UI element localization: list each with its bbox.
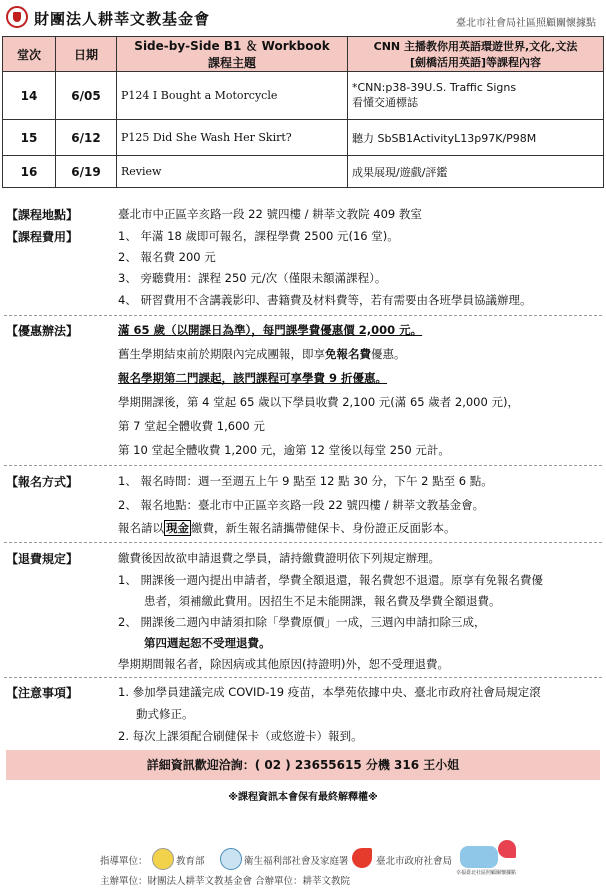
refund-line: 患者，須補繳此費用。因招生不足未能開課，報名費及學費全額退費。 <box>144 594 501 608</box>
header-right-text: 臺北市社會局社區照顧關懷據點 <box>456 18 596 29</box>
row-topic: P125 Did She Wash Her Skirt? <box>117 120 348 156</box>
contact-banner: 詳細資訊歡迎洽詢：( 02 ) 23655615 分機 316 王小姐 <box>6 750 600 780</box>
row-cnn: *CNN:p38-39U.S. Traffic Signs 看懂交通標誌 <box>348 72 604 120</box>
moe-logo-icon <box>152 848 174 870</box>
taipei-city-logo-icon <box>352 848 372 868</box>
refund-line: 第四週起恕不受理退費。 <box>144 636 271 650</box>
fees-item: 2、 報名費 200 元 <box>118 250 216 264</box>
fees-item: 3、 旁聽費用：課程 250 元/次（僅限未額滿課程）。 <box>118 271 387 285</box>
row-date: 6/12 <box>56 120 117 156</box>
course-table <box>2 36 604 188</box>
col-header-no: 堂次 <box>3 37 56 72</box>
heart-icon <box>498 840 516 858</box>
discount-label: 【優惠辦法】 <box>6 324 79 338</box>
row-date: 6/05 <box>56 72 117 120</box>
register-time: 1、 報名時間：週一至週五上午 9 點至 12 點 30 分，下午 2 點至 6 點。 <box>118 474 493 488</box>
foundation-logo-icon <box>6 6 28 28</box>
row-cnn: 成果展現/遊戲/評鑑 <box>348 156 604 188</box>
fees-item: 4、 研習費用不含講義影印、書籍費及材料費等，若有需要由各班學員協議辦理。 <box>118 293 532 307</box>
notes-line: 動式修正。 <box>136 707 194 721</box>
row-no: 14 <box>3 72 56 120</box>
discount-second-course: 報名學期第二門課起，該門課程可享學費 9 折優惠。 <box>118 371 388 385</box>
footer-guide-mohw: 衛生福利部社會及家庭署 <box>244 856 349 867</box>
register-label: 【報名方式】 <box>6 475 79 489</box>
refund-line: 1、 開課後一週內提出申請者，學費全額退還，報名費恕不退還。原享有免報名費優 <box>118 573 543 587</box>
footer-badge-text: 幸福臺北社區照顧關懷據點 <box>456 870 517 876</box>
refund-label: 【退費規定】 <box>6 552 79 566</box>
discount-line: 第 7 堂起全體收費 1,600 元 <box>118 419 265 433</box>
row-no: 15 <box>3 120 56 156</box>
mohw-logo-icon <box>220 848 242 870</box>
footer-organizer: 主辦單位：財團法人耕莘文教基金會 合辦單位：耕莘文教院 <box>100 876 351 887</box>
row-cnn: 聽力 SbSB1ActivityL13p97K/P98M <box>348 120 604 156</box>
row-topic: Review <box>117 156 348 188</box>
rights-note: ※課程資訊本會保有最終解釋權※ <box>228 792 378 803</box>
page-header <box>0 0 606 36</box>
notes-line: 1. 參加學員建議完成 COVID-19 疫苗，本學苑依據中央、臺北市政府社會局規定滾 <box>118 685 541 699</box>
care-badge-logo-icon <box>460 846 498 868</box>
table-row <box>3 120 604 156</box>
fees-item: 1、 年滿 18 歲即可報名，課程學費 2500 元(16 堂)。 <box>118 229 399 243</box>
register-payment: 報名請以 現金 繳費，新生報名請攜帶健保卡、身份證正反面影本。 <box>118 521 456 535</box>
footer-guide-label: 指導單位： <box>100 856 148 867</box>
discount-group: 舊生學期結束前於期限內完成團報，即享免報名費優惠。 <box>118 347 406 361</box>
table-row <box>3 156 604 188</box>
refund-line: 學期期間報名者，除因病或其他原因(持證明)外，恕不受理退費。 <box>118 657 449 671</box>
discount-line: 第 10 堂起全體收費 1,200 元，逾第 12 堂後以每堂 250 元計。 <box>118 443 450 457</box>
notes-line: 2. 每次上課須配合刷健保卡（或悠遊卡）報到。 <box>118 729 363 743</box>
section-divider <box>4 465 602 466</box>
notes-label: 【注意事項】 <box>6 686 79 700</box>
section-divider <box>4 315 602 316</box>
table-row <box>3 72 604 120</box>
section-divider <box>4 542 602 543</box>
org-name: 財團法人耕莘文教基金會 <box>34 10 211 28</box>
table-header-row <box>3 37 604 72</box>
row-date: 6/19 <box>56 156 117 188</box>
location-text: 臺北市中正區辛亥路一段 22 號四樓 / 耕莘文教院 409 教室 <box>118 207 422 221</box>
row-no: 16 <box>3 156 56 188</box>
location-label: 【課程地點】 <box>6 208 79 222</box>
fees-label: 【課程費用】 <box>6 230 79 244</box>
col-header-date: 日期 <box>56 37 117 72</box>
col-header-topic: Side-by-Side B1 ＆ Workbook 課程主題 <box>117 37 348 72</box>
footer-guide-taipei: 臺北市政府社會局 <box>376 856 453 867</box>
refund-line: 繳費後因故欲申請退費之學員，請持繳費證明依下列規定辦理。 <box>118 551 440 565</box>
discount-line: 學期開課後，第 4 堂起 65 歲以下學員收費 2,100 元(滿 65 歲者 2,000 元)， <box>118 395 519 409</box>
col-header-cnn: CNN 主播教你用英語環遊世界,文化,文法 [劍橋活用英語]等課程內容 <box>348 37 604 72</box>
refund-line: 2、 開課後二週內申請須扣除「學費原價」一成，三週內申請扣除三成， <box>118 615 486 629</box>
discount-senior: 滿 65 歲（以開課日為準），每門課學費優惠價 2,000 元。 <box>118 323 423 337</box>
row-topic: P124 I Bought a Motorcycle <box>117 72 348 120</box>
footer-guide-moe: 教育部 <box>176 856 205 867</box>
register-place: 2、 報名地點：臺北市中正區辛亥路一段 22 號四樓 / 耕莘文教基金會。 <box>118 498 485 512</box>
section-divider <box>4 677 602 678</box>
